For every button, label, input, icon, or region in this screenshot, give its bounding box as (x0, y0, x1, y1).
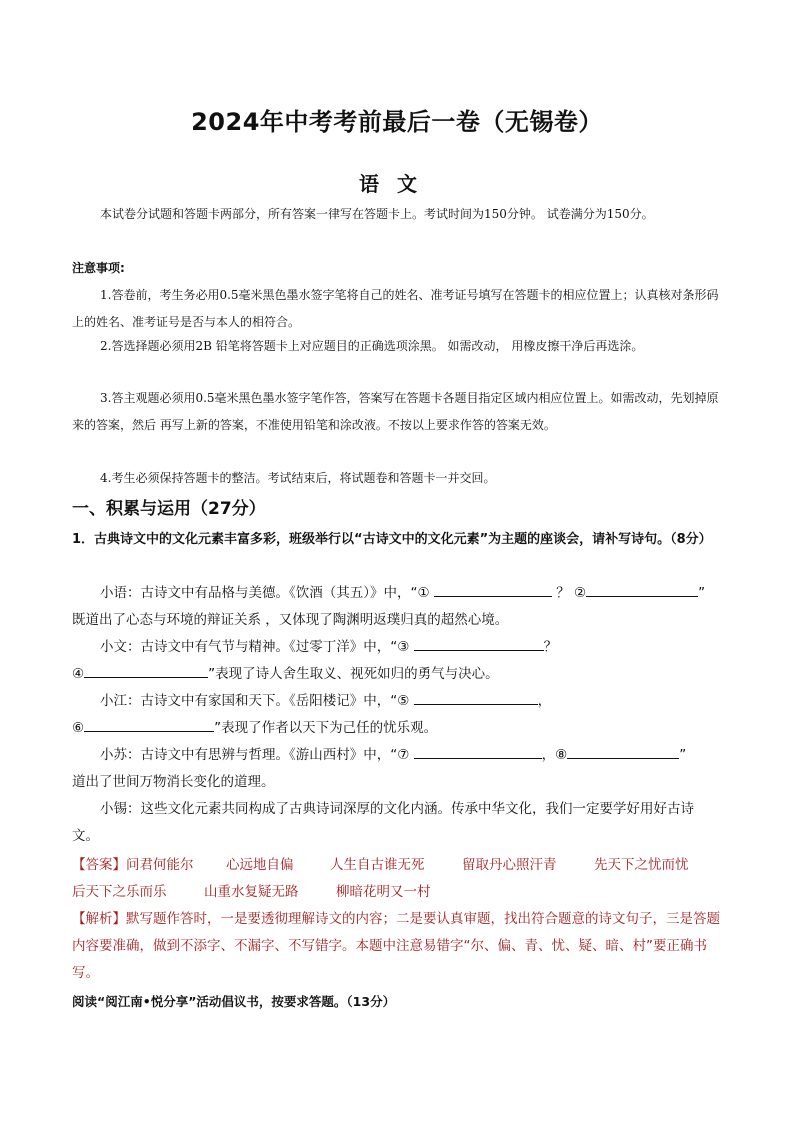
poem-line-3 (72, 634, 732, 661)
fill-blank-4[interactable] (84, 663, 208, 678)
answer-row-2 (72, 879, 732, 906)
poem-line-8: 道出了世间万物消长变化的道理。 (72, 774, 275, 790)
section-heading: 一、积累与运用（27分） (72, 499, 266, 519)
explanation (72, 906, 732, 987)
line-text: 小文：古诗文中有气节与精神。《过零丁洋》中，“③ (100, 639, 410, 655)
line-text: ” (698, 585, 706, 601)
fill-blank-7[interactable] (414, 744, 542, 759)
poem-line-4 (72, 661, 732, 688)
answer-item: 留取丹心照汗青 (462, 857, 557, 873)
answer-item: 先天下之忧而忧 (594, 857, 689, 873)
explanation-tag: 【解析】 (72, 911, 126, 927)
answer-item: 柳暗花明又一村 (336, 884, 431, 900)
notes-heading: 注意事项: (72, 261, 125, 275)
note-item-1: 1.答卷前，考生务必用0.5毫米黑色墨水签字笔将自己的姓名、准考证号填写在答题卡的相应位置上；认真核对条形码上的姓名、准考证号是否与本人的相符合。 (72, 288, 719, 329)
line-text: ？ (543, 639, 558, 655)
note-item-4: 4.考生必须保持答题卡的整洁。考试结束后，将试题卷和答题卡一并交回。 (100, 471, 496, 485)
line-text: ④ (72, 666, 85, 682)
poem-line-6 (72, 715, 732, 742)
note-item-2: 2.答选择题必须用2B 铅笔将答题卡上对应题目的正确选项涂黑。 如需改动， 用橡皮擦干净后再选涂。 (100, 339, 644, 353)
line-text: ，⑧ (541, 747, 568, 763)
line-text: 小苏：古诗文中有思辨与哲理。《游山西村》中，“⑦ (100, 747, 410, 763)
fill-blank-3[interactable] (414, 636, 544, 651)
poem-line-1 (72, 580, 732, 607)
answer-row-1 (72, 852, 732, 879)
reading-prompt: 阅读“阅江南•悦分享”活动倡议书，按要求答题。（13分） (72, 994, 396, 1009)
question-1-stem: 1．古典诗文中的文化元素丰富多彩，班级举行以“古诗文中的文化元素”为主题的座谈会，请补写诗句。（8分） (72, 532, 712, 547)
line-text: ？ ② (556, 585, 587, 601)
poem-line-2: 既道出了心态与环境的辩证关系 ，又体现了陶渊明返璞归真的超然心境。 (72, 612, 509, 628)
answer-item: 心远地自偏 (226, 857, 294, 873)
fill-blank-2[interactable] (586, 582, 698, 597)
exam-intro: 本试卷分试题和答题卡两部分，所有答案一律写在答题卡上。考试时间为150分钟。 试卷满分为150分。 (100, 207, 654, 221)
line-text: 小江：古诗文中有家国和天下。《岳阳楼记》中，“⑤ (100, 693, 410, 709)
line-text: ”表现了作者以天下为己任的忧乐观。 (214, 720, 438, 736)
answer-tag: 【答案】 (72, 857, 126, 873)
line-text: 小语：古诗文中有品格与美德。《饮酒（其五）》中，“① (100, 585, 430, 601)
line-text: ”表现了诗人舍生取义、视死如归的勇气与决心。 (208, 666, 499, 682)
answer-item: 后天下之乐而乐 (72, 884, 167, 900)
explanation-text: 默写题作答时，一是要透彻理解诗文的内容；二是要认真审题，找出符合题意的诗文句子，三是答题内容要准确，做到不添字、不漏字、不写错字。本题中注意易错字“尔、偏、青、忧、疑、暗、村”要正确书写。 (72, 911, 720, 981)
answer-item: 人生自古谁无死 (330, 857, 425, 873)
poem-line-7 (72, 742, 732, 769)
line-text: ” (679, 747, 687, 763)
subject-title: 语文 (359, 172, 435, 196)
line-text: ⑥ (72, 720, 85, 736)
note-item-3: 3.答主观题必须用0.5毫米黑色墨水签字笔作答，答案写在答题卡各题目指定区域内相应位置上。如需改动，先划掉原来的答案，然后 再写上新的答案，不准使用铅笔和涂改液。不按以上要求作答的答案无效。 (72, 391, 719, 432)
poem-line-9: 小锡：这些文化元素共同构成了古典诗词深厚的文化内涵。传承中华文化，我们一定要学好用好古诗 (100, 801, 694, 817)
answer-item: 山重水复疑无路 (204, 884, 299, 900)
fill-blank-8[interactable] (567, 744, 679, 759)
poem-line-5 (72, 688, 732, 715)
fill-blank-6[interactable] (84, 717, 214, 732)
answer-item: 问君何能尔 (126, 857, 194, 873)
exam-title: 2024年中考考前最后一卷（无锡卷） (191, 108, 603, 136)
fill-blank-1[interactable] (434, 582, 552, 597)
line-text: ， (537, 693, 552, 709)
poem-line-10: 文。 (72, 828, 99, 844)
fill-blank-5[interactable] (414, 690, 538, 705)
